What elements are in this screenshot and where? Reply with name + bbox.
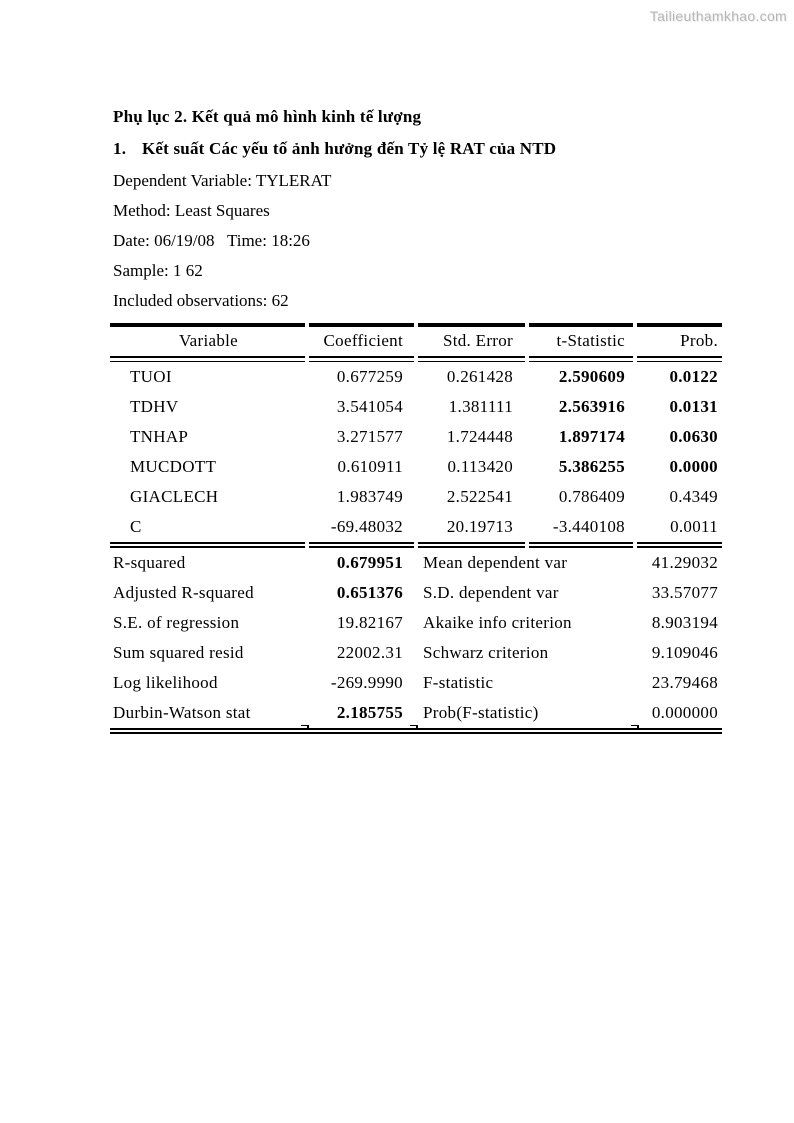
coefficient-row — [110, 452, 722, 482]
stat-value: -269.9990 — [330, 673, 403, 692]
coefficient-row — [110, 392, 722, 422]
table-rule-bottom — [110, 728, 722, 736]
stat-row — [110, 638, 722, 668]
prob-value: 0.0122 — [669, 367, 718, 386]
prob-value: 0.0630 — [669, 427, 718, 446]
stat-label-2: S.D. dependent var — [423, 583, 559, 602]
prob-value: 0.4349 — [669, 487, 718, 506]
dependent-variable-line: Dependent Variable: TYLERAT — [113, 171, 332, 190]
coefficient-row — [110, 512, 722, 542]
stat-label: S.E. of regression — [113, 613, 240, 632]
std-error-value: 1.724448 — [446, 427, 513, 446]
stat-row — [110, 608, 722, 638]
stat-label: Sum squared resid — [113, 643, 244, 662]
stat-value: 0.651376 — [336, 583, 403, 602]
table-header-row — [110, 326, 722, 356]
regression-info — [113, 166, 331, 316]
section-title: Kết suất Các yếu tố ảnh hưởng đến Tỷ lệ RAT của NTD — [142, 139, 557, 158]
stat-row — [110, 668, 722, 698]
stat-value: 0.679951 — [336, 553, 403, 572]
section-number: 1. — [113, 139, 127, 158]
stat-value-2: 8.903194 — [651, 613, 718, 632]
stat-row — [110, 698, 722, 728]
sample-line: Sample: 1 62 — [113, 261, 203, 280]
stat-value: 19.82167 — [336, 613, 403, 632]
coefficient-value: -69.48032 — [330, 517, 403, 536]
std-error-value: 20.19713 — [446, 517, 513, 536]
t-statistic-value: 0.786409 — [558, 487, 625, 506]
stat-value: 2.185755 — [336, 703, 403, 722]
coefficient-row — [110, 422, 722, 452]
std-error-value: 0.113420 — [447, 457, 513, 476]
column-header-variable: Variable — [178, 331, 239, 350]
stat-value: 22002.31 — [336, 643, 403, 662]
t-statistic-value: 5.386255 — [558, 457, 625, 476]
prob-value: 0.0131 — [669, 397, 718, 416]
stat-value-2: 9.109046 — [651, 643, 718, 662]
prob-value: 0.0011 — [670, 517, 718, 536]
stat-label-2: Schwarz criterion — [423, 643, 549, 662]
t-statistic-value: 2.563916 — [558, 397, 625, 416]
stat-value-2: 23.79468 — [651, 673, 718, 692]
column-header-prob: Prob. — [680, 331, 718, 350]
stat-label-2: Prob(F-statistic) — [423, 703, 539, 722]
variable-name: C — [130, 517, 142, 536]
stat-label: Adjusted R-squared — [113, 583, 254, 602]
stat-label-2: F-statistic — [423, 673, 494, 692]
std-error-value: 0.261428 — [446, 367, 513, 386]
watermark: Tailieuthamkhao.com — [649, 8, 787, 24]
t-statistic-value: 2.590609 — [558, 367, 625, 386]
prob-value: 0.0000 — [669, 457, 718, 476]
variable-name: MUCDOTT — [130, 457, 217, 476]
stat-value-2: 41.29032 — [651, 553, 718, 572]
coefficient-row — [110, 362, 722, 392]
observations-line: Included observations: 62 — [113, 291, 289, 310]
method-line: Method: Least Squares — [113, 201, 270, 220]
section-heading — [113, 139, 556, 159]
t-statistic-value: -3.440108 — [552, 517, 625, 536]
stat-value-2: 0.000000 — [651, 703, 718, 722]
variable-name: TNHAP — [130, 427, 189, 446]
stat-label-2: Mean dependent var — [423, 553, 568, 572]
stat-label: R-squared — [113, 553, 186, 572]
variable-name: TUOI — [130, 367, 172, 386]
coefficient-row — [110, 482, 722, 512]
appendix-heading: Phụ lục 2. Kết quả mô hình kinh tế lượng — [113, 107, 422, 126]
coefficient-value: 1.983749 — [336, 487, 403, 506]
variable-name: TDHV — [130, 397, 179, 416]
coefficient-value: 0.610911 — [337, 457, 403, 476]
stat-value-2: 33.57077 — [651, 583, 718, 602]
std-error-value: 2.522541 — [446, 487, 513, 506]
variable-name: GIACLECH — [130, 487, 219, 506]
stat-label: Log likelihood — [113, 673, 218, 692]
column-header-t-statistic: t-Statistic — [556, 331, 625, 350]
stat-row — [110, 548, 722, 578]
stat-label-2: Akaike info criterion — [423, 613, 572, 632]
stat-label: Durbin-Watson stat — [113, 703, 251, 722]
column-header-std-error: Std. Error — [442, 331, 513, 350]
std-error-value: 1.381111 — [448, 397, 513, 416]
date-time-line: Date: 06/19/08 Time: 18:26 — [113, 231, 310, 250]
column-header-coefficient: Coefficient — [323, 331, 403, 350]
stat-row — [110, 578, 722, 608]
coefficient-value: 0.677259 — [336, 367, 403, 386]
coefficient-value: 3.541054 — [336, 397, 403, 416]
coefficient-value: 3.271577 — [336, 427, 403, 446]
t-statistic-value: 1.897174 — [558, 427, 625, 446]
